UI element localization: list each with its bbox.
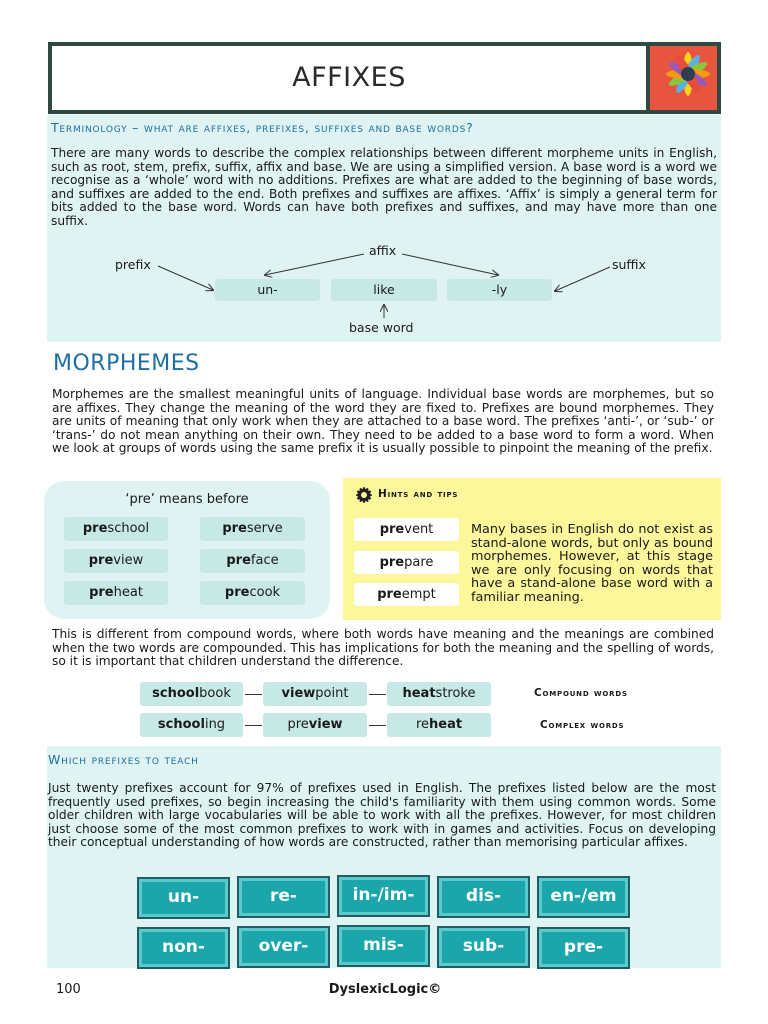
compound-text: This is different from compound words, where both words have meaning and the meanings are combined when the two words are compounded. This has implications for both the meaning and the spelling of words, so it is important that children understand the difference. (52, 627, 714, 669)
pre-word: preheat (64, 581, 168, 605)
pre-word: preview (64, 549, 168, 573)
compound-word: viewpoint (263, 682, 367, 706)
morphemes-text: Morphemes are the smallest meaningful units of language. Individual base words are morphemes, but so are affixes. They change the meaning of the word they are fixed to. Prefixes are bound morphemes. They are units of meaning that only work when they are attached to a base word. The prefixes ‘anti-’, or ‘sub-’ or ‘trans-’ do not mean anything on their own. They need to be added to a base word to form a word. When we look at groups of words using the same prefix it is usually possible to pinpoint the meaning of the prefix. (52, 387, 714, 456)
prefix-tile: non- (137, 927, 230, 969)
hints-text: Many bases in English do not exist as stand-alone words, but only as bound morphemes. However, at this stage we are only focusing on words that have a stand-alone base word with a familiar meaning. (471, 522, 713, 605)
divider (369, 694, 386, 695)
suffix-label: suffix (612, 257, 646, 272)
terminology-text: There are many words to describe the complex relationships between different morpheme units in English, such as root, stem, prefix, suffix, affix and base. We are using a simplified version. A base word is a word we recognise as a ‘whole’ word with no additions. Prefixes are what are added to the beginning of base words, and suffixes are added to the end. Both prefixes and suffixes are affixes. ‘Affix’ is simply a general term for bits added to the base word. Words can have both prefixes and suffixes, and may have more than one suffix. (51, 146, 717, 228)
base-word-label: base word (349, 320, 414, 335)
prefix-tile: mis- (337, 925, 430, 967)
hint-word: preempt (354, 583, 459, 606)
compound-word: schoolbook (140, 682, 243, 706)
diagram-part-prefix: un- (215, 279, 320, 301)
complex-word: reheat (387, 713, 491, 737)
flower-icon (354, 485, 374, 505)
compound-word: heatstroke (387, 682, 491, 706)
hint-word: prevent (354, 518, 459, 541)
hints-title: Hints and tips (378, 488, 459, 500)
divider (369, 725, 386, 726)
diagram-part-base: like (331, 279, 437, 301)
prefix-tile: pre- (537, 927, 630, 969)
pre-word: precook (200, 581, 305, 605)
pre-caption: ‘pre’ means before (125, 492, 249, 507)
divider (245, 725, 262, 726)
prefix-tile: sub- (437, 926, 530, 968)
compound-words-label: Compound words (534, 687, 628, 699)
terminology-heading: Terminology – what are affixes, prefixes, suffixes and base words? (51, 120, 474, 135)
page-number: 100 (56, 982, 81, 997)
pre-word: preface (200, 549, 305, 573)
diagram-arrows (0, 0, 768, 340)
divider (245, 694, 262, 695)
complex-word: schooling (140, 713, 243, 737)
prefix-tile: over- (237, 926, 330, 968)
hint-word: prepare (354, 551, 459, 574)
prefix-tile: re- (237, 876, 330, 918)
prefix-tile: dis- (437, 876, 530, 918)
prefix-label: prefix (115, 257, 151, 272)
complex-word: preview (263, 713, 367, 737)
prefixes-heading: Which prefixes to teach (48, 752, 199, 767)
affix-label: affix (369, 243, 397, 258)
pre-word: preserve (200, 517, 305, 541)
footer-brand: DyslexicLogic© (328, 982, 442, 997)
page-title: AFFIXES (292, 62, 406, 93)
diagram-part-suffix: -ly (447, 279, 552, 301)
prefix-tile: un- (137, 877, 230, 919)
prefix-tile: in-/im- (337, 875, 430, 917)
pre-word: preschool (64, 517, 168, 541)
prefixes-text: Just twenty prefixes account for 97% of prefixes used in English. The prefixes listed below are the most frequently used prefixes, so begin increasing the child's familiarity with them using common words. Some older children with large vocabularies will be able to work with all the prefixes. However, for most children just choose some of the most common prefixes to work with in games and activities. Focus on developing their conceptual understanding of how words are constructed, rather than memorising particular affixes. (48, 781, 716, 850)
complex-words-label: Complex words (540, 719, 625, 731)
morphemes-heading: MORPHEMES (53, 351, 200, 376)
prefix-tile: en-/em (537, 876, 630, 918)
